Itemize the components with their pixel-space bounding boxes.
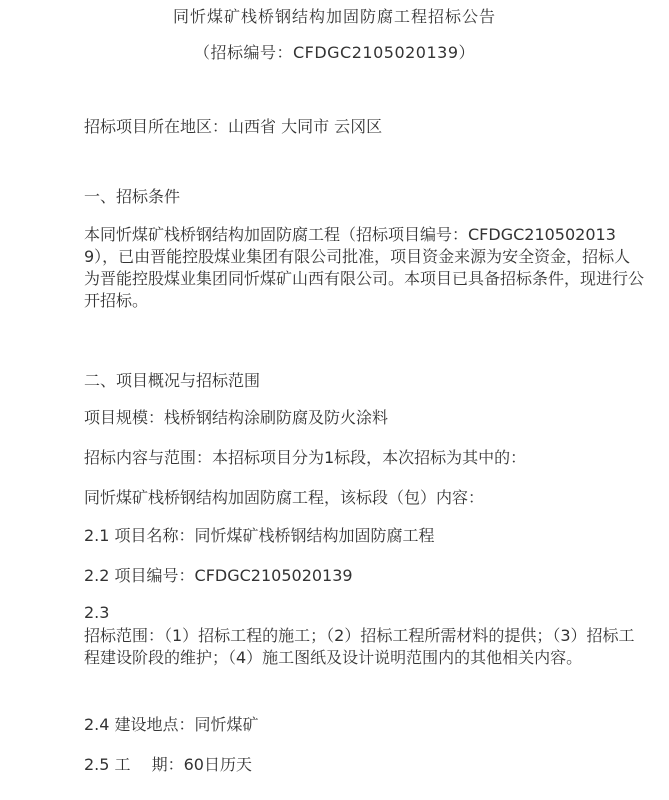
- document-title: 同忻煤矿栈桥钢结构加固防腐工程招标公告: [172, 7, 496, 26]
- bid-content-scope: 招标内容与范围：本招标项目分为1标段，本次招标为其中的：: [84, 448, 527, 467]
- item-project-name: 2.1 项目名称：同忻煤矿栈桥钢结构加固防腐工程: [84, 526, 435, 545]
- section-heading-project-overview: 二、项目概况与招标范围: [84, 371, 261, 390]
- project-scale: 项目规模：栈桥钢结构涂刷防腐及防火涂料: [84, 408, 389, 427]
- bid-number: （招标编号：CFDGC2105020139）: [193, 43, 476, 62]
- item-project-number: 2.2 项目编号：CFDGC2105020139: [84, 566, 353, 585]
- bid-conditions-paragraph: 本同忻煤矿栈桥钢结构加固防腐工程（招标项目编号：CFDGC2105020139），已由晋能控股煤业集团有限公司批准，项目资金来源为安全资金，招标人为晋能控股煤业集团同忻煤矿山西有限公司。本项目已具备招标条件，现进行公开招标。: [84, 225, 645, 310]
- section-heading-bid-conditions: 一、招标条件: [84, 187, 181, 206]
- item-bid-scope: 招标范围：（1）招标工程的施工；（2）招标工程所需材料的提供；（3）招标工程建设阶段的维护；（4）施工图纸及设计说明范围内的其他相关内容。: [84, 626, 635, 667]
- item-bid-scope-number: 2.3: [84, 603, 110, 622]
- item-construction-site: 2.4 建设地点：同忻煤矿: [84, 715, 259, 734]
- item-construction-period: 2.5 工 期：60日历天: [84, 755, 252, 774]
- project-region: 招标项目所在地区：山西省 大同市 云冈区: [84, 117, 383, 136]
- bid-package-content: 同忻煤矿栈桥钢结构加固防腐工程，该标段（包）内容：: [84, 488, 485, 507]
